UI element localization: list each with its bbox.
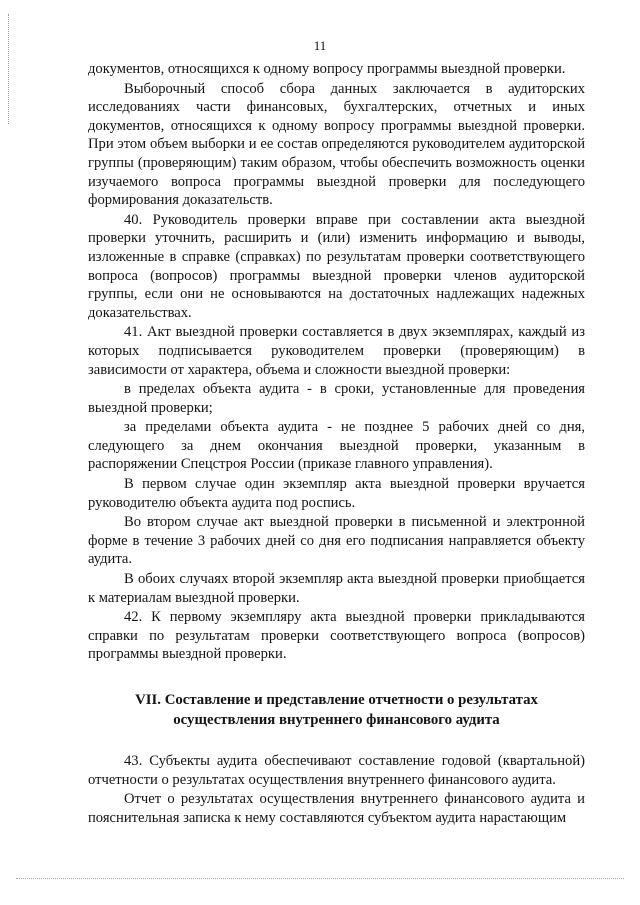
- paragraph: В обоих случаях второй экземпляр акта выездной проверки приобщается к материалам выездной проверки.: [88, 571, 585, 606]
- margin-marks: [8, 14, 15, 124]
- paragraph-item-43: 43. Субъекты аудита обеспечивают составление годовой (квартальной) отчетности о результатах осуществления внутреннего финансового аудита.: [88, 753, 585, 788]
- paragraph-item-41: 41. Акт выездной проверки составляется в двух экземплярах, каждый из которых подписывается руководителем проверки (проверяющим) в зависимости от характера, объема и сложности выездной проверки:: [88, 324, 585, 378]
- section-heading-line: осуществления внутреннего финансового аудита: [173, 712, 500, 728]
- paragraph: Выборочный способ сбора данных заключается в аудиторских исследованиях части финансовых, бухгалтерских, отчетных и иных документов, относящихся к одному вопросу программы выездной проверки. При этом объем выборки и ее состав определяются руководителем аудиторской группы (проверяющим) таким образом, чтобы обеспечить возможность оценки изучаемого вопроса программы выездной проверки для последующего формирования доказательств.: [88, 80, 585, 209]
- paragraph: В первом случае один экземпляр акта выездной проверки вручается руководителю объекта аудита под роспись.: [88, 476, 585, 511]
- paragraph: за пределами объекта аудита - не позднее 5 рабочих дней со дня, следующего за днем окончания выездной проверки, указанным в распоряжении Спецстроя России (приказе главного управления).: [88, 419, 585, 473]
- paragraph: Во втором случае акт выездной проверки в письменной и электронной форме в течение 3 рабочих дней со дня его подписания направляется объекту аудита.: [88, 514, 585, 568]
- paragraph: в пределах объекта аудита - в сроки, установленные для проведения выездной проверки;: [88, 381, 585, 416]
- paragraph-item-42: 42. К первому экземпляру акта выездной проверки прикладываются справки по результатам проверки соответствующего вопроса (вопросов) программы выездной проверки.: [88, 609, 585, 663]
- bottom-rule: [16, 878, 624, 879]
- page-number: 11: [313, 38, 327, 53]
- section-heading-line: VII. Составление и представление отчетности о результатах: [135, 692, 538, 708]
- paragraph: документов, относящихся к одному вопросу программы выездной проверки.: [88, 61, 566, 77]
- section-heading: [88, 690, 585, 730]
- paragraph: Отчет о результатах осуществления внутреннего финансового аудита и пояснительная записка к нему составляются субъектом аудита нарастающим: [88, 791, 585, 826]
- paragraph-item-40: 40. Руководитель проверки вправе при составлении акта выездной проверки уточнить, расширить и (или) изменить информацию и выводы, изложенные в справке (справках) по результатам проверки соответствующего вопроса (вопросов) программы выездной проверки членов аудиторской группы, если они не основываются на достаточных надлежащих надежных доказательствах.: [88, 211, 585, 321]
- document-body: [88, 60, 585, 827]
